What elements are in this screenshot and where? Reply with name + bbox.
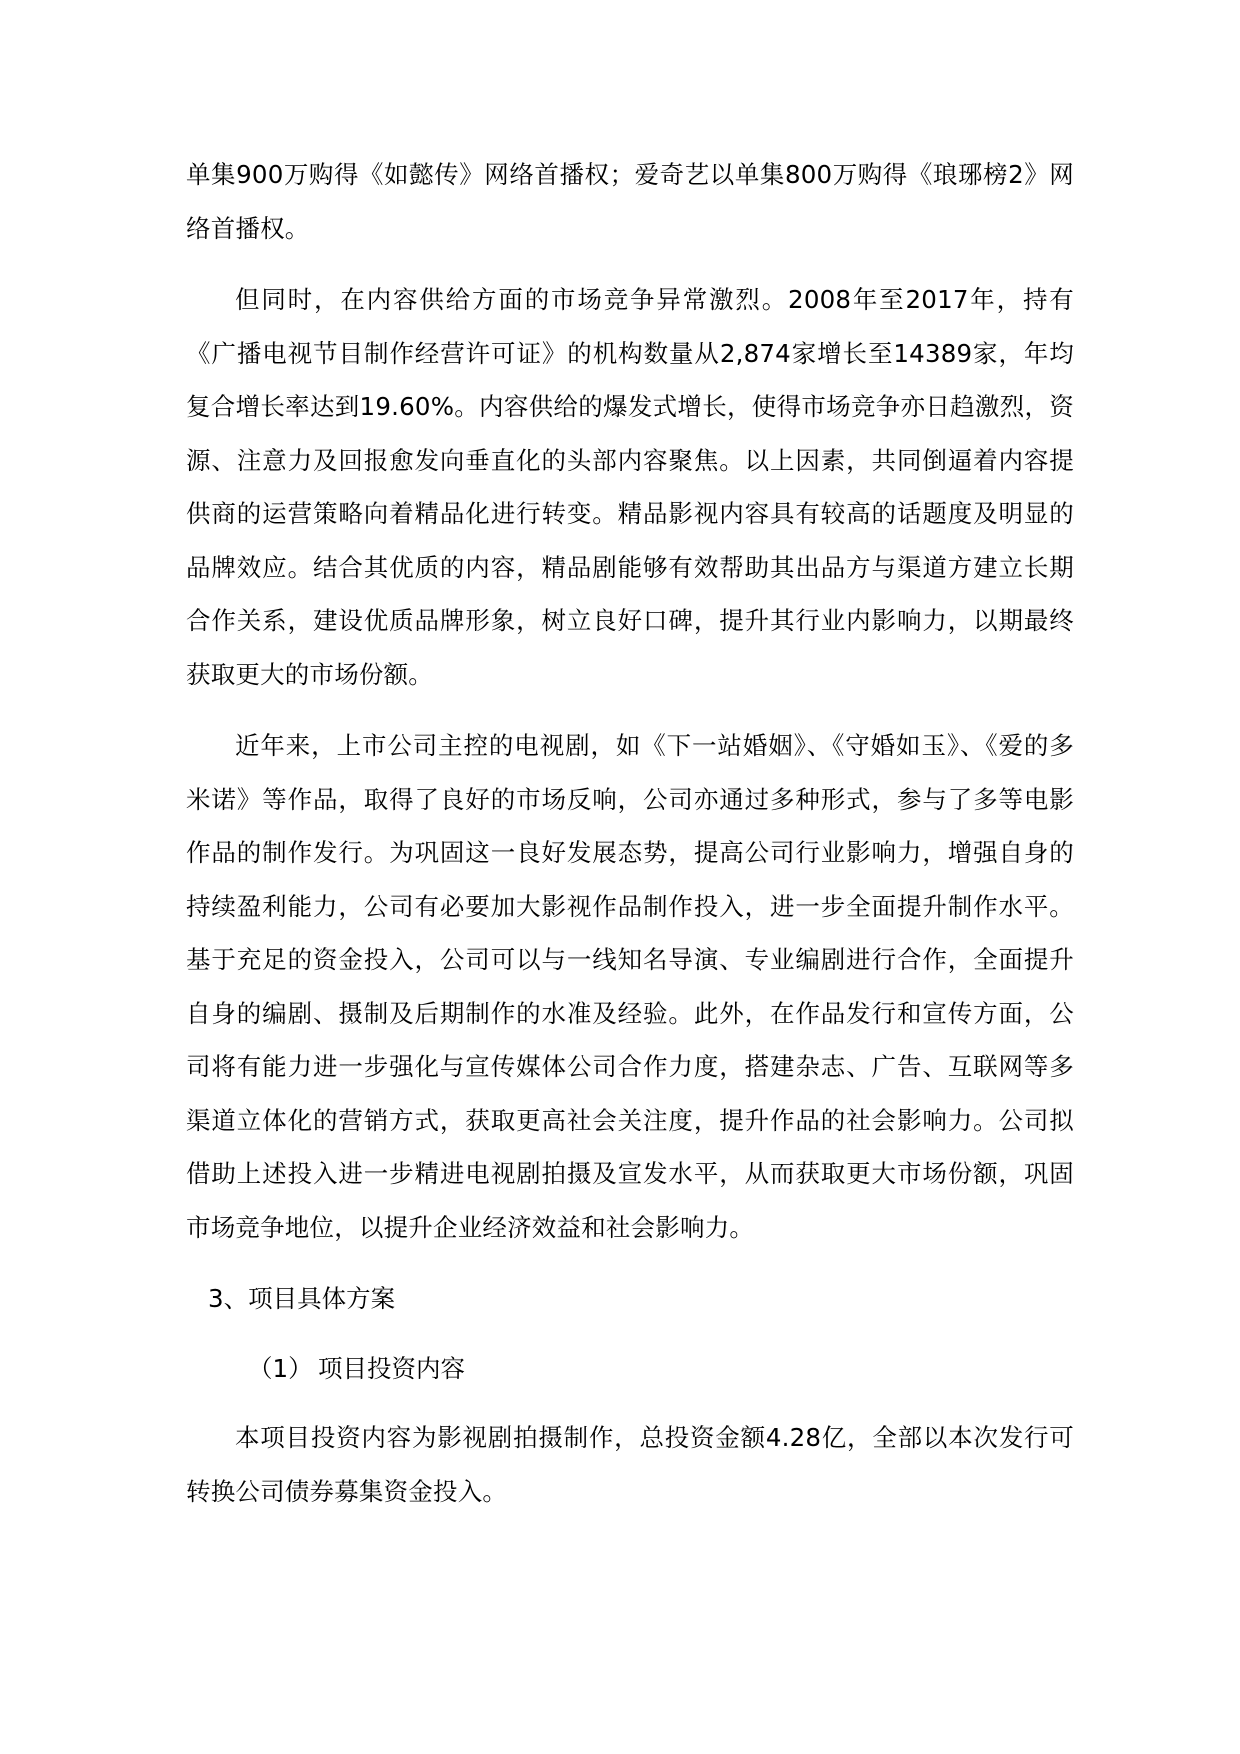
document-body — [186, 148, 1074, 1536]
section-heading: 3、项目具体方案 — [208, 1284, 396, 1313]
sub-heading-number: （1） — [248, 1353, 313, 1383]
paragraph-continuation: 单集900万购得《如懿传》网络首播权；爱奇艺以单集800万购得《琅琊榜2》网络首播权。 — [186, 160, 1074, 243]
paragraph-market-competition: 但同时，在内容供给方面的市场竞争异常激烈。2008年至2017年，持有《广播电视节目制作经营许可证》的机构数量从2,874家增长至14389家，年均复合增长率达到19.60%。内容供给的爆发式增长，使得市场竞争亦日趋激烈，资源、注意力及回报愈发向垂直化的头部内容聚焦。以上因素，共同倒逼着内容提供商的运营策略向着精品化进行转变。精品影视内容具有较高的话题度及明显的品牌效应。结合其优质的内容，精品剧能够有效帮助其出品方与渠道方建立长期合作关系，建设优质品牌形象，树立良好口碑，提升其行业内影响力，以期最终获取更大的市场份额。 — [186, 285, 1074, 689]
paragraph-investment-content: 本项目投资内容为影视剧拍摄制作，总投资金额4.28亿，全部以本次发行可转换公司债券募集资金投入。 — [186, 1423, 1074, 1506]
sub-heading-title: 项目投资内容 — [318, 1353, 465, 1383]
sub-heading — [186, 1342, 1074, 1396]
paragraph-company-works: 近年来，上市公司主控的电视剧，如《下一站婚姻》、《守婚如玉》、《爱的多米诺》等作品，取得了良好的市场反响，公司亦通过多种形式，参与了多等电影作品的制作发行。为巩固这一良好发展态势，提高公司行业影响力，增强自身的持续盈利能力，公司有必要加大影视作品制作投入，进一步全面提升制作水平。基于充足的资金投入，公司可以与一线知名导演、专业编剧进行合作，全面提升自身的编剧、摄制及后期制作的水准及经验。此外，在作品发行和宣传方面，公司将有能力进一步强化与宣传媒体公司合作力度，搭建杂志、广告、互联网等多渠道立体化的营销方式，获取更高社会关注度，提升作品的社会影响力。公司拟借助上述投入进一步精进电视剧拍摄及宣发水平，从而获取更大市场份额，巩固市场竞争地位，以提升企业经济效益和社会影响力。 — [186, 731, 1074, 1242]
